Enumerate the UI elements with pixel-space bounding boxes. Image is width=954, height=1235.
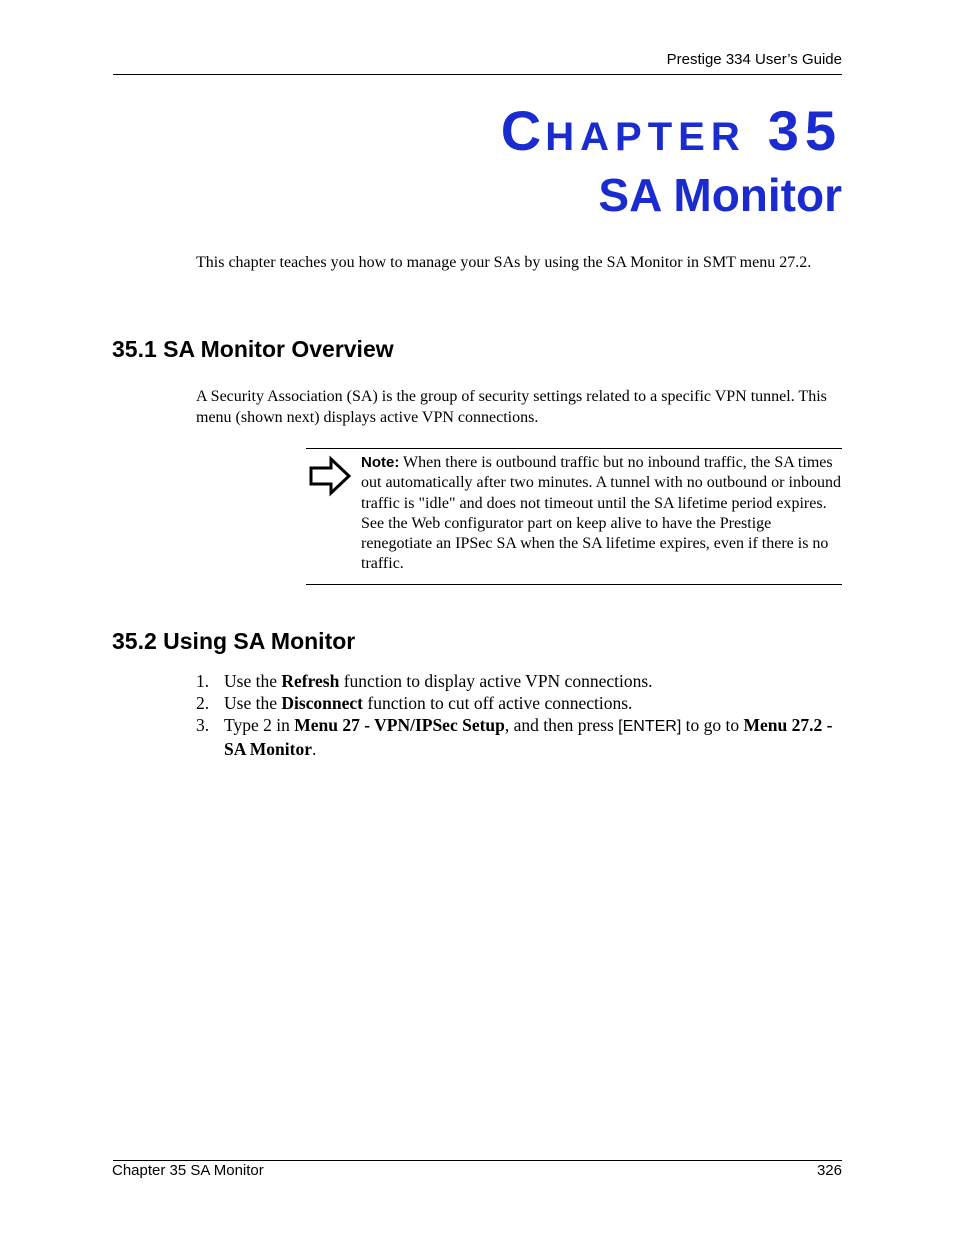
list-item-text: function to display active VPN connections. [339, 671, 653, 691]
header-rule [113, 74, 842, 75]
list-item [196, 670, 846, 692]
list-item-bold: Menu 27.2 - SA Monitor [224, 715, 833, 759]
list-item-bold: Menu 27 - VPN/IPSec Setup [294, 715, 505, 735]
note-label: Note: [361, 454, 400, 471]
list-item-text: Use the [224, 693, 282, 713]
key-name: [ENTER] [618, 718, 682, 735]
arrow-right-icon [308, 455, 352, 497]
list-item-text: Use the [224, 671, 282, 691]
list-item-number: 3. [196, 715, 210, 735]
intro-paragraph: This chapter teaches you how to manage your SAs by using the SA Monitor in SMT menu 27.2. [196, 254, 812, 271]
note-box [306, 448, 842, 585]
steps-list [196, 670, 846, 760]
list-item-text: , and then press [504, 715, 619, 735]
footer-chapter: Chapter 35 SA Monitor [112, 1162, 264, 1179]
list-item-bold: Disconnect [281, 693, 364, 713]
chapter-label-rest: HAPTER [545, 115, 746, 159]
list-item-number: 1. [196, 671, 210, 691]
list-item-text: Type 2 in [224, 715, 295, 735]
chapter-title: SA Monitor [598, 169, 842, 221]
chapter-number: 35 [767, 99, 842, 162]
list-item-text: to go to [681, 715, 744, 735]
list-item [196, 692, 846, 714]
note-text [361, 453, 841, 575]
running-header: Prestige 334 User’s Guide [666, 51, 842, 68]
list-item-text: function to cut off active connections. [363, 693, 633, 713]
footer-rule [113, 1160, 842, 1161]
list-item-number: 2. [196, 693, 210, 713]
section-heading-overview: 35.1 SA Monitor Overview [112, 336, 394, 362]
note-body: When there is outbound traffic but no inbound traffic, the SA times out automatically after two minutes. A tunnel with no outbound or inbound traffic is "idle" and does not timeout until the SA lifetime period expires. See the Web configurator part on keep alive to have the Prestige renegotiate an IPSec SA when the SA lifetime expires, even if there is no traffic. [361, 454, 841, 573]
list-item-text: . [312, 739, 317, 759]
list-item [196, 714, 846, 760]
section-heading-using: 35.2 Using SA Monitor [112, 628, 356, 654]
list-item-bold: Refresh [281, 671, 340, 691]
overview-paragraph: A Security Association (SA) is the group of security settings related to a specific VPN tunnel. This menu (shown next) displays active VPN connections. [196, 388, 827, 426]
chapter-label-initial: C [500, 99, 546, 162]
page-number: 326 [816, 1162, 842, 1179]
